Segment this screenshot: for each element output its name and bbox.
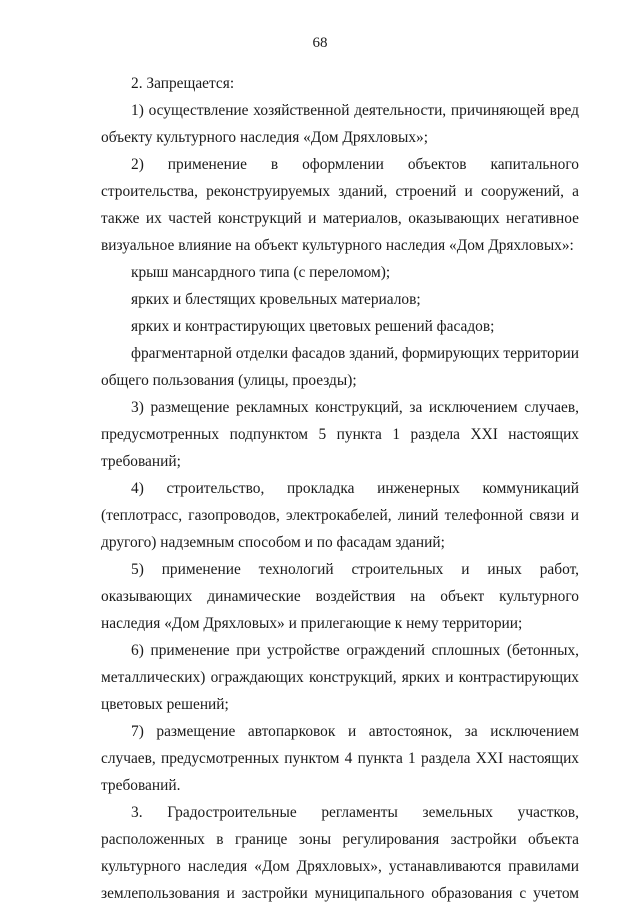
paragraph-list-facade-finish: фрагментарной отделки фасадов зданий, формирующих территории общего пользования (улицы, проезды); [101,345,579,389]
paragraph-subitem-5: 5) применение технологий строительных и иных работ, оказывающих динамические воздействия на объект культурного наследия «Дом Дряхловых» и прилегающие к нему территории; [101,561,579,632]
paragraph-list-roofs: крыш мансардного типа (с переломом); [131,264,391,281]
paragraph-subitem-4: 4) строительство, прокладка инженерных коммуникаций (теплотрасс, газопроводов, электрокабелей, линий телефонной связи и другого) надземным способом и по фасадам зданий; [101,480,579,551]
document-body [101,70,579,907]
paragraph-subitem-1: 1) осуществление хозяйственной деятельности, причиняющей вред объекту культурного наследия «Дом Дряхловых»; [101,102,579,146]
paragraph-list-roof-materials: ярких и блестящих кровельных материалов; [131,291,421,308]
paragraph-list-facade-colors: ярких и контрастирующих цветовых решений фасадов; [131,318,495,335]
paragraph-subitem-2: 2) применение в оформлении объектов капитального строительства, реконструируемых зданий, строений и сооружений, а также их частей конструкций и материалов, оказывающих негативное визуальное влияние на объект культурного наследия «Дом Дряхловых»: [101,156,579,254]
page-number: 68 [312,35,328,51]
paragraph-item-3: 3. Градостроительные регламенты земельных участков, расположенных в границе зоны регулирования застройки объекта культурного наследия «Дом Дряхловых», устанавливаются правилами землепользования и застройки муниципального образования с учетом [101,804,579,902]
paragraph-item-2-heading: 2. Запрещается: [131,75,235,92]
paragraph-subitem-7: 7) размещение автопарковок и автостоянок, за исключением случаев, предусмотренных пунктом 4 пункта 1 раздела XXI настоящих требований. [101,723,579,794]
paragraph-subitem-6: 6) применение при устройстве ограждений сплошных (бетонных, металлических) ограждающих конструкций, ярких и контрастирующих цветовых решений; [101,642,579,713]
paragraph-subitem-3: 3) размещение рекламных конструкций, за исключением случаев, предусмотренных подпунктом 5 пункта 1 раздела XXI настоящих требований; [101,399,579,470]
